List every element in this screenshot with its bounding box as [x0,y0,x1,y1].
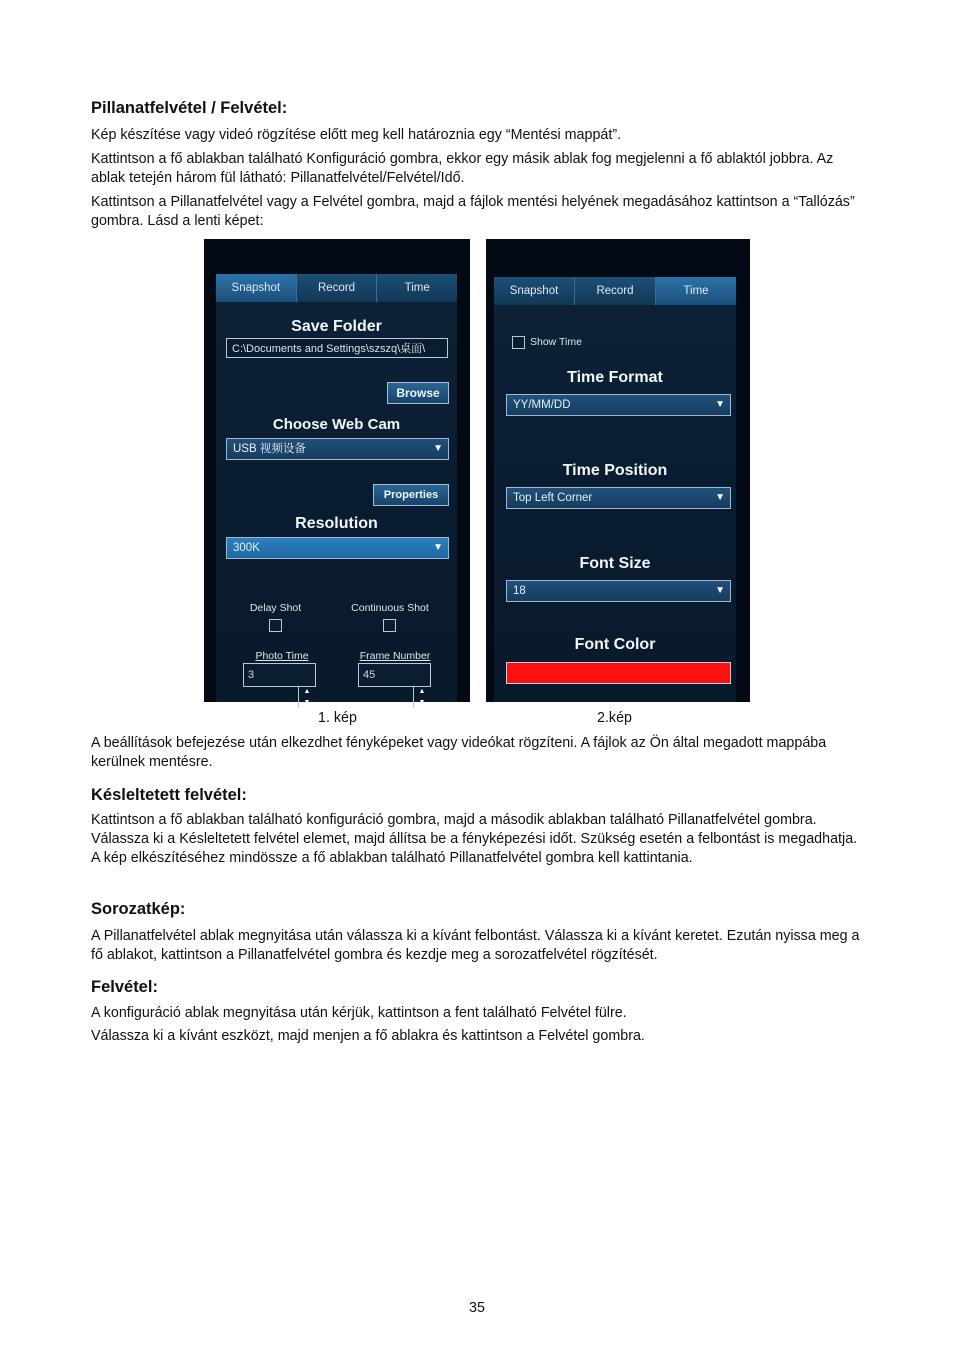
time-position-value: Top Left Corner [513,492,593,504]
continuous-shot-label: Continuous Shot [351,602,429,614]
time-format-value: YY/MM/DD [513,399,571,411]
tab-time[interactable]: Time [377,274,457,302]
screenshot-snapshot-settings [204,239,470,706]
chevron-down-icon: ▼ [715,585,725,596]
paragraph: A beállítások befejezése után elkezdhet fényképeket vagy videókat rögzíteni. A fájlok az Ön által megadott mappába kerülnek mentésre. [91,735,827,770]
paragraph: Kattintson a fő ablakban található Konfiguráció gombra, ekkor egy másik ablak fog megjelenni a fő ablaktól jobbra. Az ablak tetején három fül látható: Pillanatfelvétel/Felvétel/Idő. [91,151,834,186]
tab-record[interactable]: Record [297,274,378,302]
resolution-select-value: 300K [233,542,260,554]
screenshot-time-settings [486,239,750,702]
font-size-select[interactable] [506,580,731,602]
save-folder-title: Save Folder [291,318,382,335]
delay-shot-label: Delay Shot [249,602,302,614]
paragraph: A konfiguráció ablak megnyitása után kérjük, kattintson a fent található Felvétel fülre. [91,1005,627,1021]
show-time-checkbox[interactable] [512,336,525,349]
tab-bar [216,274,457,302]
time-format-select[interactable] [506,394,731,416]
section-title-recording: Felvétel: [91,978,158,996]
frame-number-stepper[interactable] [358,663,431,706]
photo-time-stepper[interactable] [243,663,316,706]
photo-time-label: Photo Time [255,650,309,662]
chevron-down-icon: ▼ [715,399,725,410]
stepper-arrows-icon[interactable]: ▲ ▼ [413,686,430,708]
tab-time[interactable]: Time [656,277,736,305]
continuous-shot-checkbox[interactable] [383,619,396,632]
delay-shot-checkbox[interactable] [269,619,282,632]
config-panel [494,277,736,702]
font-color-swatch[interactable] [506,662,731,684]
photo-time-value: 3 [248,669,255,681]
time-position-title: Time Position [562,462,668,479]
properties-button[interactable]: Properties [373,484,449,506]
frame-number-label: Frame Number [359,650,431,662]
section-title-snapshot-record: Pillanatfelvétel / Felvétel: [91,99,288,117]
tab-snapshot[interactable]: Snapshot [216,274,297,302]
save-folder-field[interactable]: C:\Documents and Settings\szszq\桌面\ [226,338,448,358]
font-color-title: Font Color [574,636,656,653]
webcam-select-value: USB 视频设备 [233,443,306,455]
paragraph: Kattintson a fő ablakban található konfiguráció gombra, majd a második ablakban található Pillanatfelvétel gombra. Válassza ki a Késleltetett felvétel elemet, majd állítsa be a fényképezési időt. Szükség esetén a felbontást is megadhatja. A kép elkészítéséhez mindössze a fő ablakban található Pillanatfelvétel gombra kell kattintania. [91,812,858,866]
font-size-value: 18 [513,585,526,597]
webcam-select[interactable] [226,438,449,460]
resolution-select[interactable] [226,537,449,559]
tab-record[interactable]: Record [575,277,656,305]
tab-bar [494,277,736,305]
time-format-title: Time Format [567,369,663,386]
chevron-down-icon: ▼ [433,542,443,553]
time-position-select[interactable] [506,487,731,509]
section-title-delayed-shot: Késleltetett felvétel: [91,786,247,804]
font-size-title: Font Size [579,555,651,572]
resolution-title: Resolution [295,515,378,532]
paragraph: Kép készítése vagy videó rögzítése előtt meg kell határoznia egy “Mentési mappát”. [91,127,622,143]
webcam-title: Choose Web Cam [272,416,401,433]
chevron-down-icon: ▼ [715,492,725,503]
caption-image-1: 1. kép [318,710,357,726]
frame-number-value: 45 [363,669,376,681]
stepper-arrows-icon[interactable]: ▲ ▼ [298,686,315,708]
paragraph: Válassza ki a kívánt eszközt, majd menjen a fő ablakra és kattintson a Felvétel gombra. [91,1028,645,1044]
paragraph: Kattintson a Pillanatfelvétel vagy a Felvétel gombra, majd a fájlok mentési helyének megadásához kattintson a “Tallózás” gombra. Lásd a lenti képet: [91,194,855,229]
page-number: 35 [469,1300,485,1316]
config-panel [216,274,457,706]
caption-image-2: 2.kép [597,710,632,726]
chevron-down-icon: ▼ [433,443,443,454]
show-time-label: Show Time [530,336,582,348]
tab-snapshot[interactable]: Snapshot [494,277,575,305]
section-title-burst-shot: Sorozatkép: [91,900,186,918]
paragraph: A Pillanatfelvétel ablak megnyitása után válassza ki a kívánt felbontást. Válassza ki a kívánt keretet. Ezután nyissa meg a fő ablakot, kattintson a Pillanatfelvétel gombra és kezdje meg a sorozatfelvétel rögzítését. [91,928,860,963]
browse-button[interactable]: Browse [387,382,449,404]
